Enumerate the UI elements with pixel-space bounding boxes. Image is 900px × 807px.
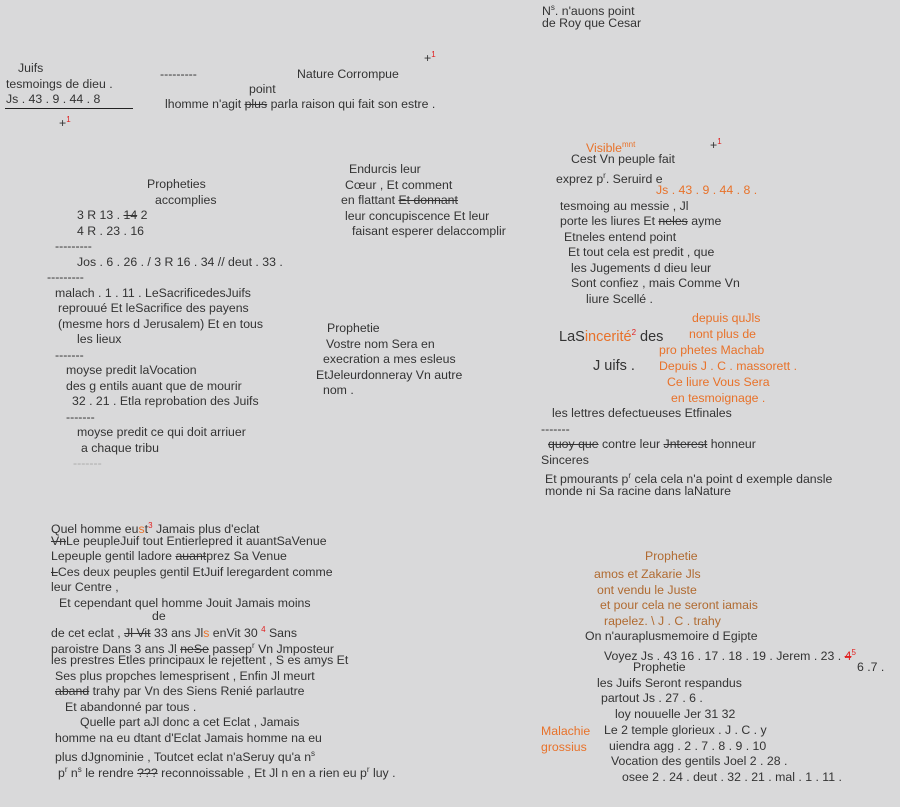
juifs-underline [5,108,133,109]
visible-plus-mark: +$^1$ [710,137,722,153]
visible-block: Cest Vn peuple fait exprez $p^r$. Seruird e Js . 43 . 9 . 44 . 8 . tesmoing au messie , Jl porte les liures Et neles ayme Etneles entend point Et tout cela est predit , que les Jugements d dieu leur Sont confiez , mais Comme Vn liure Scellé . [556,152,758,306]
sincerite-right-notes: depuis quJls nont plus de pro phetes Machab Depuis J . C . massorett . Ce liure Vous Sera en tesmoignage . [659,311,798,405]
endurcis-block: Endurcis leur Cœur , Et comment en flattant Et donnant leur concupiscence Et leur faisant esperer delaccomplir [341,162,506,238]
sincerite-heading: LaSincerité$^2$ des [559,328,664,345]
nature-above-word: point [249,82,276,96]
prophetie-br-block: On n'auraplusmemoire d Egipte Voyez Js . 43 16 . 17 . 18 . 19 . Jerem . 23 . $4^5$ Prophetie 6 .7 . les Juifs Seront respandus partout Js . 27 . 6 . loy nouuelle Jer 31 32 [585,629,885,721]
top-right-note: $N^s$. n'auons point de Roy que Cesar [542,3,642,30]
visible-heading: Visible$^{mnt}$ [586,140,636,156]
juifs-plus-mark: +$^1$ [59,115,71,131]
prophetie-br-side-notes: Malachie grossius [541,724,591,754]
nature-plus-mark: +$^1$ [424,50,436,66]
prophetie-br-block-2: Le 2 temple glorieux . J . C . y uiendra agg . 2 . 7 . 8 . 9 . 10 Vocation des gentils Joel 2 . 28 . osee 2 . 24 . deut . 32 . 21 . mal . 1 . 11 . [604,723,842,784]
prophetie-br-title: Prophetie [645,549,698,563]
sincerite-block: les lettres defectueuses Etfinales ------- quoy que contre leur Jnterest honneur Sinceres Et pmourants $p^r$ cela cela n'a point d exemple dansle monde ni Sa racine dans laNature [541,406,833,498]
prophetie-br-orange: amos et Zakarie Jls ont vendu le Juste et pour cela ne seront iamais rapelez. \ J . C . trahy [594,567,758,628]
nature-line: lhomme n'agit plus parla raison qui fait son estre . [165,97,436,111]
sincerite-juifs: J uifs . [593,358,635,374]
nature-title: Nature Corrompue [297,67,399,81]
propheties-block: Propheties accomplies 3 R 13 . 14 2 4 R . 23 . 16 --------- Jos . 6 . 26 . / 3 R 16 . 34 // deut . 33 . --------- malach . 1 . 11 . LeSacrificedesJuifs reprouué Et leSacrifice des payens (mesme hors d Jerusalem) Et en tous les lieux ------- moyse predit laVocation des g entils auant que de mourir 32 . 21 . Etla reprobation des Juifs ------- moyse predit ce qui doit arriuer a chaque tribu ------- [47,177,283,470]
juifs-block: Juifs tesmoings de dieu . Js . 43 . 9 . 44 . 8 [6,61,113,106]
nature-dash: --------- [160,67,197,81]
quel-homme-block: Quel homme eust$^3$ Jamais plus d'eclat VnLe peupleJuif tout Entierlepred it auantSaVenue Lepeuple gentil ladore auantprez Sa Venue LCes deux peuples gentil EtJuif leregardent comme leur Centre , Et cependant quel homme Jouit Jamais moins de de cet eclat , Jl Vit 33 ans Jls enVit 30 $^4$ Sans paroistre Dans 3 ans Jl neSe passep$^r$ Vn Jmposteur les prestres Etles principaux le rejettent , S es amys Et Ses plus propches lemesprisent , Enfin Jl meurt aband trahy par Vn des Siens Renié parlautre Et abandonné par tous . Quelle part aJl donc a cet Eclat , Jamais homme na eu dtant d'Eclat Jamais homme na eu plus dJgnominie , Toutcet eclat n'aSeruy qu'a $n^s$ $p^r$ $n^s$ le rendre ??? reconnoissable , Et Jl n en a rien eu $p^r$ luy . [51,521,396,780]
prophetie-mid-block: Prophetie Vostre nom Sera en execration a mes esleus EtJeleurdonneray Vn autre nom . [316,321,463,397]
